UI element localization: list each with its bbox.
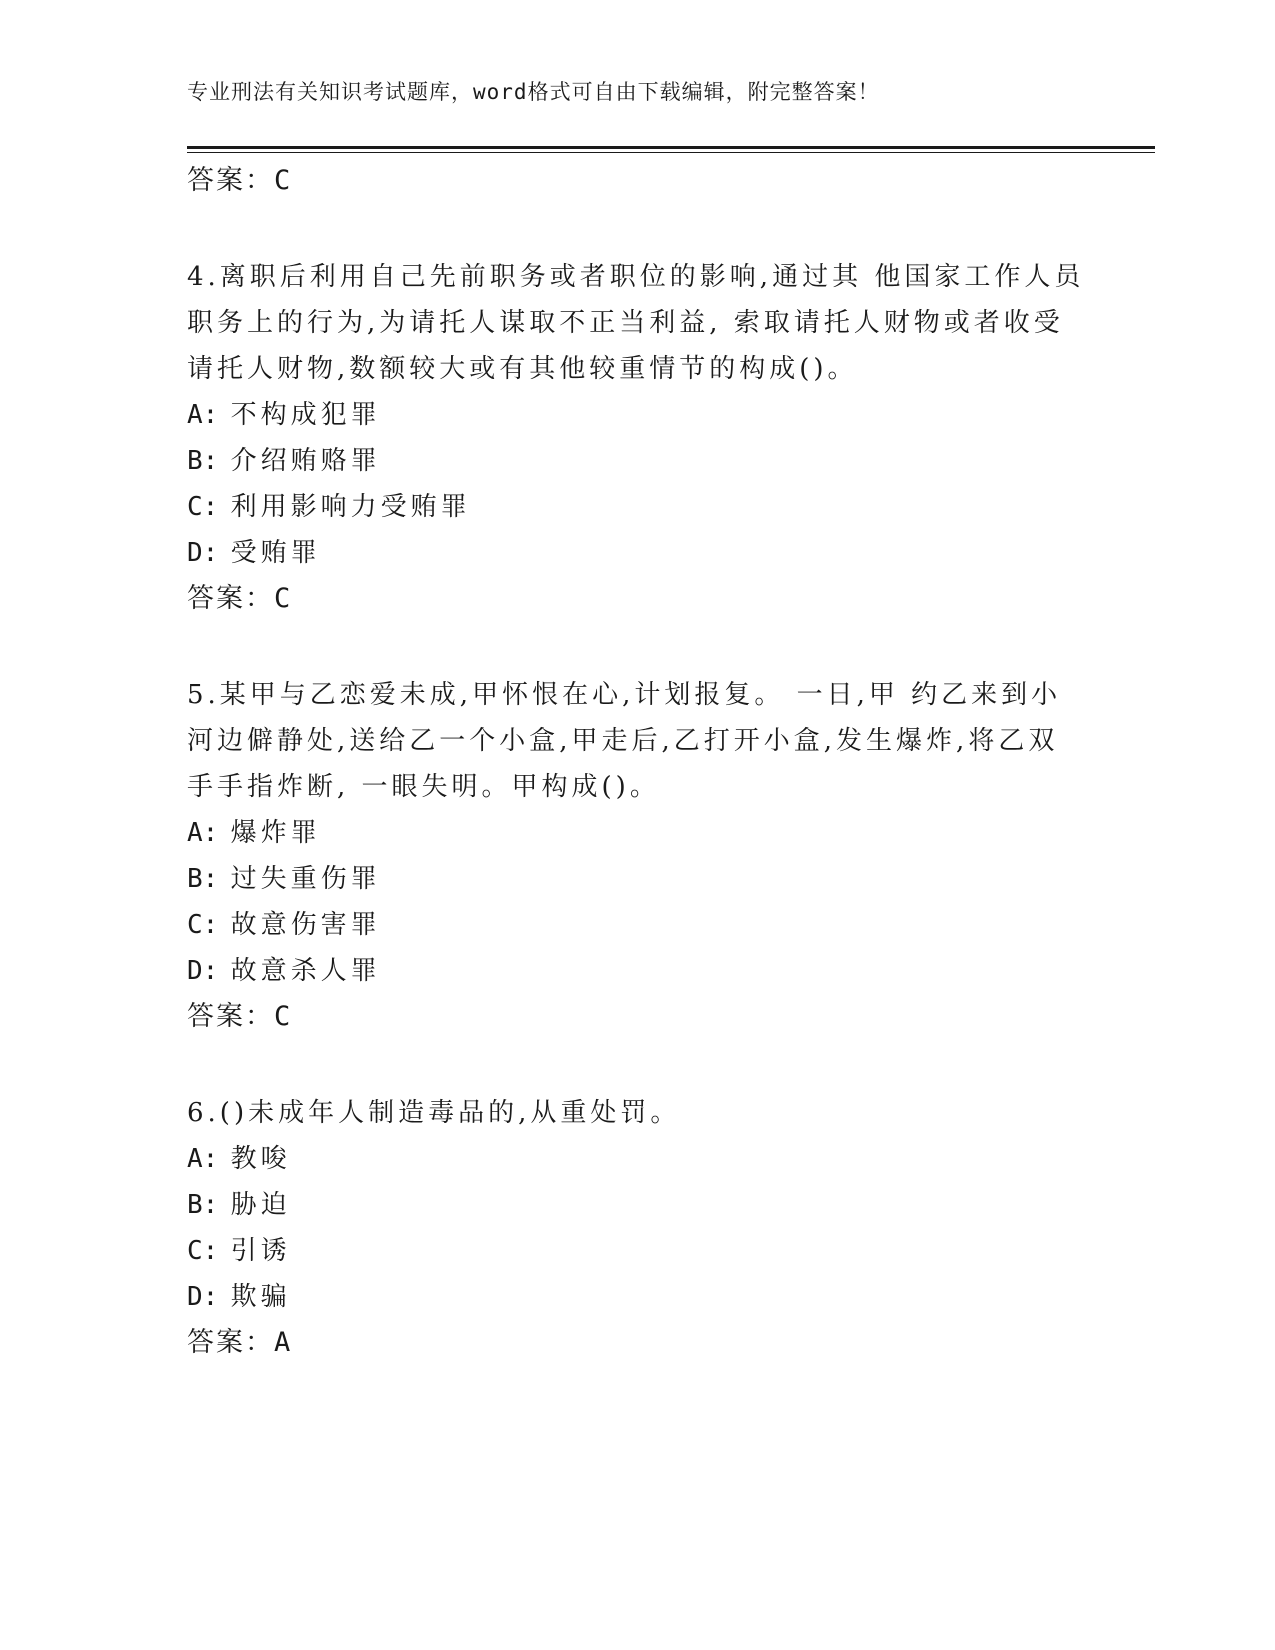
option-letter: D:	[187, 538, 219, 568]
option-c	[187, 902, 1087, 948]
option-text: 引诱	[230, 1236, 291, 1266]
option-letter: D:	[187, 1282, 219, 1312]
option-text: 教唆	[230, 1144, 291, 1174]
option-c	[187, 484, 1087, 530]
question-text: 5.某甲与乙恋爱未成,甲怀恨在心,计划报复。 一日,甲 约乙来到小河边僻静处,送给乙一个小盒,甲走后,乙打开小盒,发生爆炸,将乙双手手指炸断, 一眼失明。甲构成()。	[187, 680, 1062, 802]
option-letter: A:	[187, 1144, 219, 1174]
option-a	[187, 810, 1087, 856]
option-letter: B:	[187, 1190, 219, 1220]
page-header: 专业刑法有关知识考试题库，word格式可自由下载编辑，附完整答案！	[187, 80, 880, 104]
answer-value: C	[274, 165, 293, 196]
option-b	[187, 438, 1087, 484]
answer-value: C	[274, 583, 293, 614]
option-text: 欺骗	[230, 1282, 291, 1312]
option-text: 故意伤害罪	[230, 910, 381, 940]
option-text: 胁迫	[230, 1190, 291, 1220]
option-b	[187, 856, 1087, 902]
option-c	[187, 1228, 1087, 1274]
question-text: 4.离职后利用自己先前职务或者职位的影响,通过其 他国家工作人员职务上的行为,为请托人谋取不正当利益, 索取请托人财物或者收受请托人财物,数额较大或有其他较重情节的构成()。	[187, 262, 1085, 384]
document-body	[187, 158, 1087, 1366]
option-d	[187, 530, 1087, 576]
option-letter: D:	[187, 956, 219, 986]
answer-line	[187, 576, 1087, 622]
option-text: 爆炸罪	[230, 818, 321, 848]
answer-value: A	[274, 1327, 293, 1358]
option-text: 过失重伤罪	[230, 864, 381, 894]
answer-label: 答案：	[187, 165, 274, 196]
option-b	[187, 1182, 1087, 1228]
option-letter: C:	[187, 492, 219, 522]
answer-line	[187, 994, 1087, 1040]
option-text: 介绍贿赂罪	[230, 446, 381, 476]
answer-label: 答案：	[187, 1327, 274, 1358]
question-text: 6.()未成年人制造毒品的,从重处罚。	[187, 1098, 681, 1128]
header-rule-thick	[187, 146, 1155, 149]
answer-line	[187, 158, 1087, 204]
option-letter: C:	[187, 1236, 219, 1266]
question-block	[187, 1090, 1087, 1366]
answer-label: 答案：	[187, 583, 274, 614]
option-letter: B:	[187, 446, 219, 476]
option-text: 故意杀人罪	[230, 956, 381, 986]
option-a	[187, 1136, 1087, 1182]
option-letter: B:	[187, 864, 219, 894]
header-rule-thin	[187, 152, 1155, 153]
option-a	[187, 392, 1087, 438]
option-text: 利用影响力受贿罪	[230, 492, 471, 522]
option-d	[187, 1274, 1087, 1320]
option-text: 受贿罪	[230, 538, 321, 568]
question-block	[187, 672, 1087, 1040]
answer-line	[187, 1320, 1087, 1366]
question-block	[187, 254, 1087, 622]
option-letter: C:	[187, 910, 219, 940]
option-d	[187, 948, 1087, 994]
option-letter: A:	[187, 818, 219, 848]
option-text: 不构成犯罪	[230, 400, 381, 430]
answer-label: 答案：	[187, 1001, 274, 1032]
option-letter: A:	[187, 400, 219, 430]
answer-value: C	[274, 1001, 293, 1032]
